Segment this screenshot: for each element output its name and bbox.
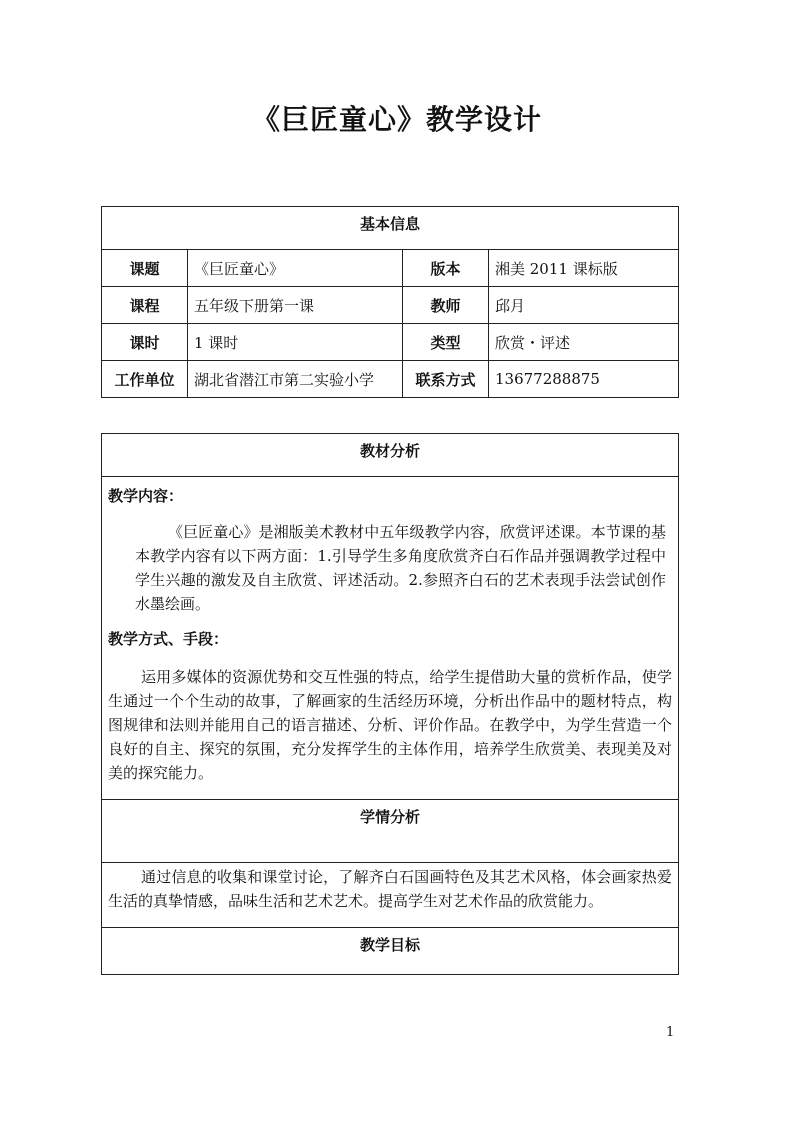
student-analysis-body bbox=[102, 863, 679, 928]
label-course: 课程 bbox=[102, 287, 188, 324]
analysis-body bbox=[102, 477, 679, 800]
analysis-table bbox=[101, 433, 679, 975]
value-teacher: 邱月 bbox=[489, 287, 679, 324]
method-paragraph: 运用多媒体的资源优势和交互性强的特点，给学生提借助大量的赏析作品，使学生通过一个个生动的故事，了解画家的生活经历环境，分析出作品中的题材特点，构图规律和法则并能用自己的语言描述、分析、评价作品。在教学中，为学生营造一个良好的自主、探究的氛围，充分发挥学生的主体作用，培养学生欣赏美、表现美及对美的探究能力。 bbox=[108, 668, 672, 782]
value-topic: 《巨匠童心》 bbox=[188, 250, 403, 287]
value-edition: 湘美 2011 课标版 bbox=[489, 250, 679, 287]
label-workplace: 工作单位 bbox=[102, 361, 188, 398]
basic-info-header: 基本信息 bbox=[102, 207, 679, 250]
value-type: 欣赏・评述 bbox=[489, 324, 679, 361]
document-title: 《巨匠童心》教学设计 bbox=[251, 103, 542, 136]
content-heading: 教学内容： bbox=[108, 487, 184, 505]
label-contact: 联系方式 bbox=[403, 361, 489, 398]
content-paragraph: 《巨匠童心》是湘版美术教材中五年级教学内容，欣赏评述课。本节课的基本教学内容有以下两方面：1.引导学生多角度欣赏齐白石作品并强调教学过程中学生兴趣的激发及自主欣赏、评述活动。2.参照齐白石的艺术表现手法尝试创作水墨绘画。 bbox=[135, 523, 666, 613]
method-heading: 教学方式、手段： bbox=[108, 630, 229, 648]
textbook-analysis-header: 教材分析 bbox=[102, 434, 679, 477]
teaching-goal-header: 教学目标 bbox=[102, 928, 679, 975]
value-course: 五年级下册第一课 bbox=[188, 287, 403, 324]
page-number: 1 bbox=[666, 1025, 675, 1040]
label-type: 类型 bbox=[403, 324, 489, 361]
value-class-hours: 1 课时 bbox=[188, 324, 403, 361]
label-class-hours: 课时 bbox=[102, 324, 188, 361]
label-edition: 版本 bbox=[403, 250, 489, 287]
label-teacher: 教师 bbox=[403, 287, 489, 324]
value-contact: 13677288875 bbox=[489, 361, 679, 398]
label-topic: 课题 bbox=[102, 250, 188, 287]
basic-info-table bbox=[101, 206, 679, 398]
value-workplace: 湖北省潜江市第二实验小学 bbox=[188, 361, 403, 398]
student-paragraph: 通过信息的收集和课堂讨论，了解齐白石国画特色及其艺术风格，体会画家热爱生活的真挚情感，品味生活和艺术艺术。提高学生对艺术作品的欣赏能力。 bbox=[108, 868, 672, 910]
student-analysis-header: 学情分析 bbox=[102, 800, 679, 863]
